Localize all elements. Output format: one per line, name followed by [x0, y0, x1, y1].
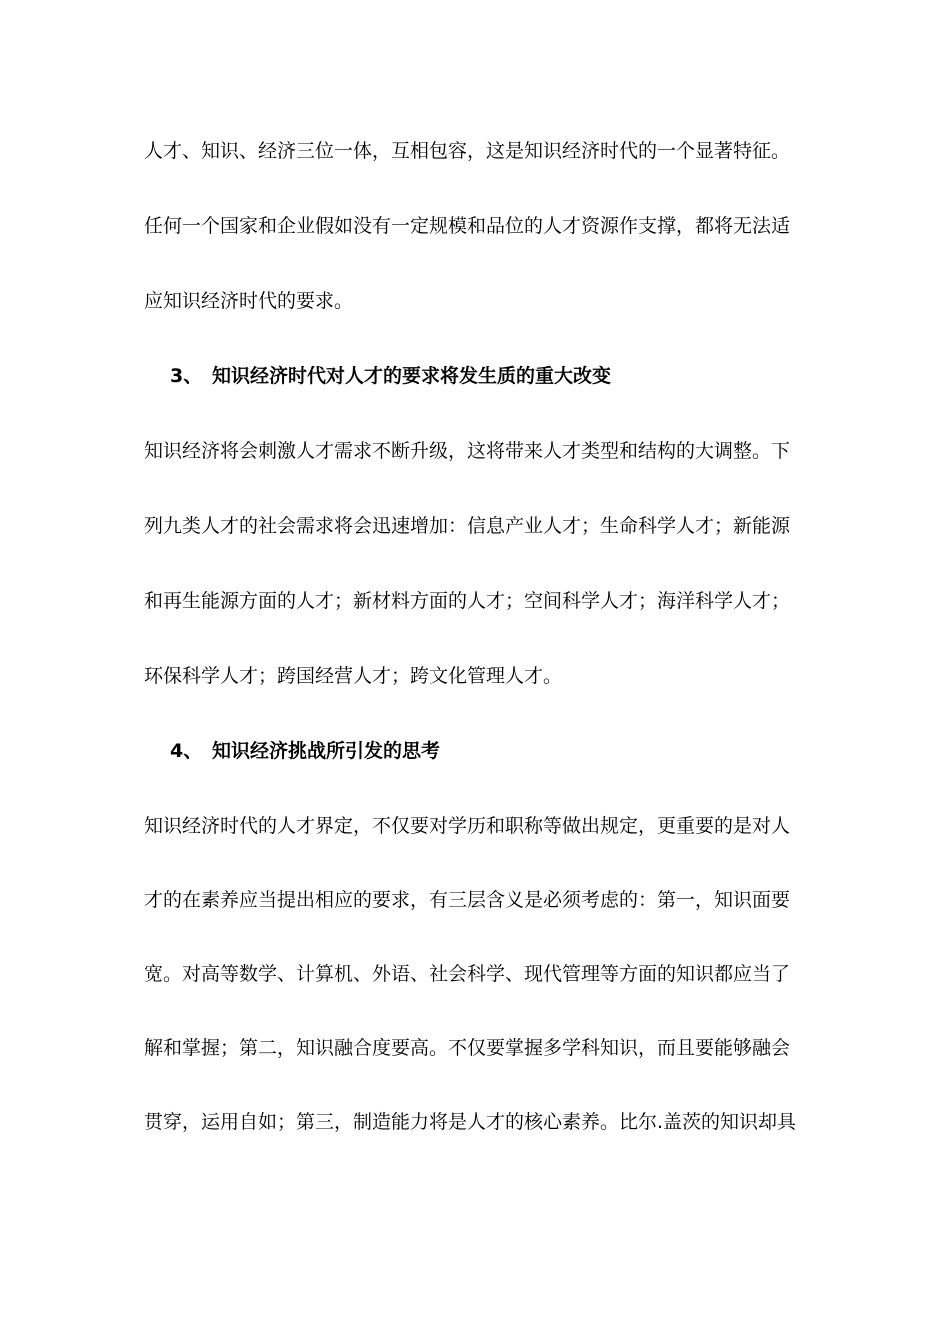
section-4-title: 知识经济挑战所引发的思考	[212, 740, 441, 762]
section-4-number: 4、	[170, 740, 203, 762]
paragraph-3-line-4: 解和掌握；第二，知识融合度要高。不仅要掌握多学科知识，而且要能够融会	[144, 1037, 791, 1059]
paragraph-3-line-5: 贯穿，运用自如；第三，制造能力将是人才的核心素养。比尔.盖茨的知识却具	[144, 1111, 797, 1133]
paragraph-1-line-1: 人才、知识、经济三位一体，互相包容，这是知识经济时代的一个显著特征。	[144, 140, 791, 162]
paragraph-2-line-2: 列九类人才的社会需求将会迅速增加：信息产业人才；生命科学人才；新能源	[144, 515, 791, 537]
paragraph-3-line-3: 宽。对高等数学、计算机、外语、社会科学、现代管理等方面的知识都应当了	[144, 963, 791, 985]
section-3-heading	[170, 363, 611, 389]
paragraph-3-line-1: 知识经济时代的人才界定，不仅要对学历和职称等做出规定，更重要的是对人	[144, 815, 791, 837]
paragraph-2-line-3: 和再生能源方面的人才；新材料方面的人才；空间科学人才；海洋科学人才；	[144, 590, 791, 612]
paragraph-2-line-4: 环保科学人才；跨国经营人才；跨文化管理人才。	[144, 665, 563, 687]
paragraph-1-line-3: 应知识经济时代的要求。	[144, 290, 354, 312]
section-4-heading	[170, 738, 440, 764]
section-3-title: 知识经济时代对人才的要求将发生质的重大改变	[212, 365, 612, 387]
paragraph-1-line-2: 任何一个国家和企业假如没有一定规模和品位的人才资源作支撑，都将无法适	[144, 215, 791, 237]
paragraph-3-line-2: 才的在素养应当提出相应的要求，有三层含义是必须考虑的：第一，知识面要	[144, 889, 791, 911]
paragraph-2-line-1: 知识经济将会刺激人才需求不断升级，这将带来人才类型和结构的大调整。下	[144, 440, 791, 462]
section-3-number: 3、	[170, 365, 203, 387]
